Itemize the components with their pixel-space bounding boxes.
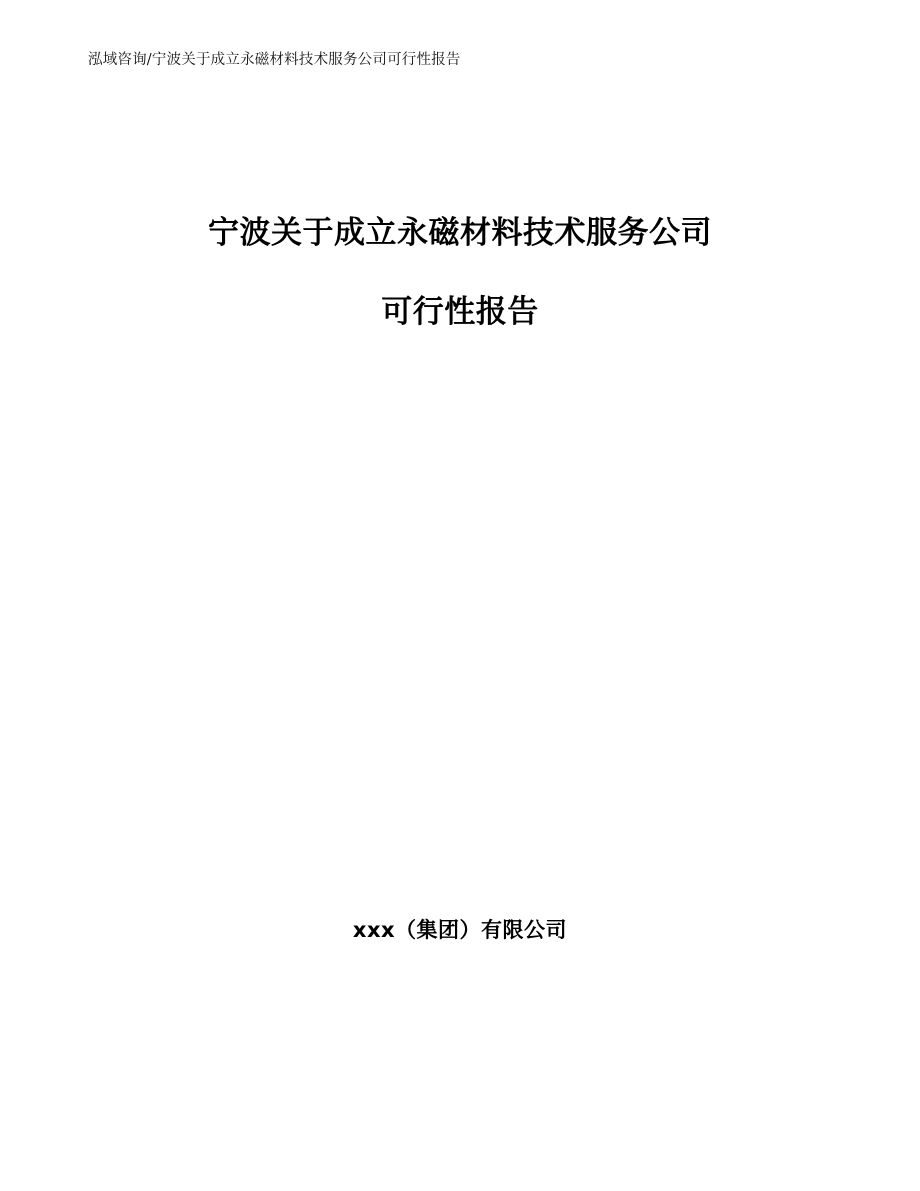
- company-block: [88, 918, 832, 943]
- company-name: xxx（集团）有限公司: [352, 918, 568, 942]
- document-title-line-1: 宁波关于成立永磁材料技术服务公司: [208, 215, 712, 251]
- title-block: [88, 215, 832, 330]
- page-header: 泓域咨询/宁波关于成立永磁材料技术服务公司可行性报告: [88, 52, 461, 68]
- document-title-line-2: 可行性报告: [381, 294, 539, 330]
